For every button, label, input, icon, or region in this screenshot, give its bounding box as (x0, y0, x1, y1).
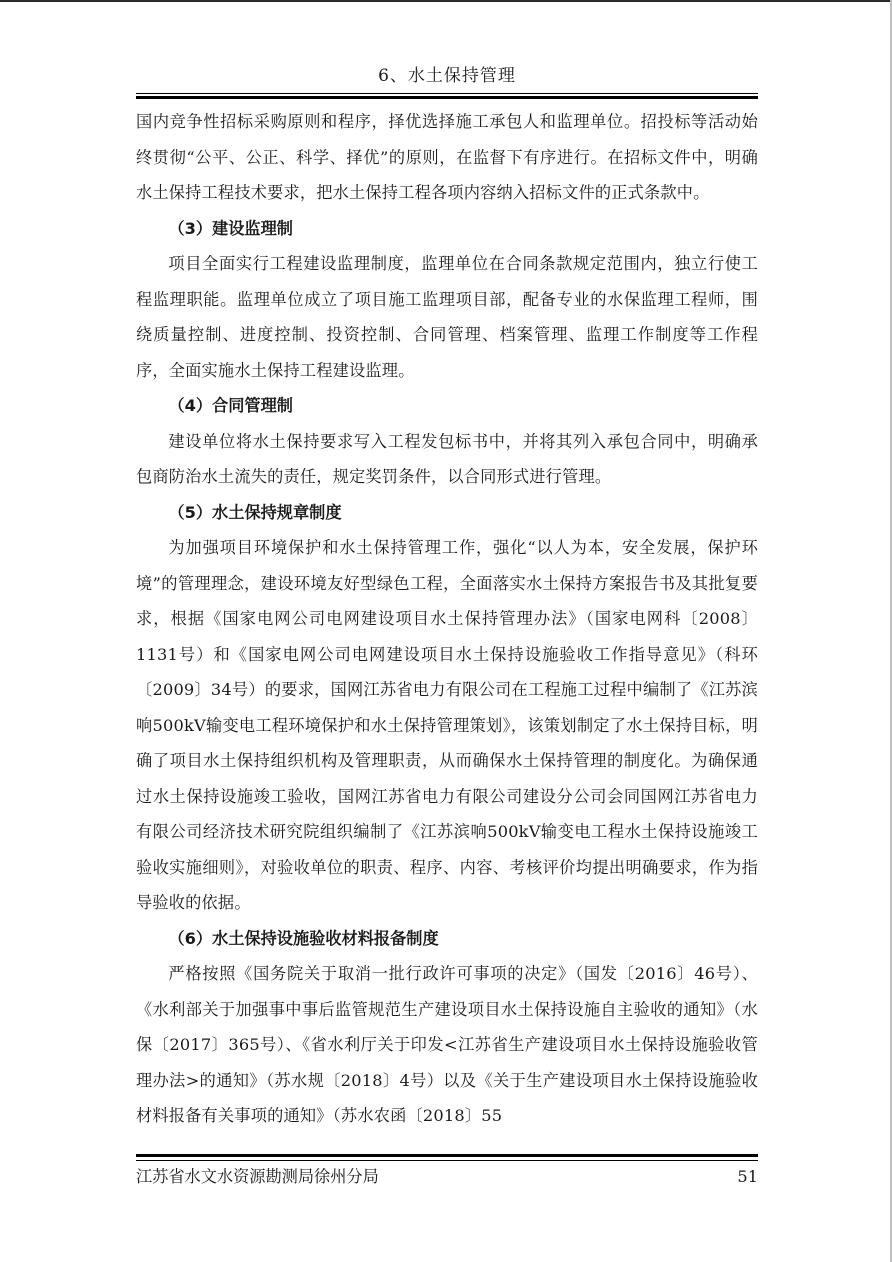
page-header (136, 62, 758, 96)
page-footer (136, 1154, 758, 1194)
paragraph-bidding: 国内竞争性招标采购原则和程序，择优选择施工承包人和监理单位。招投标等活动始终贯彻“公平、公正、科学、择优”的原则，在监督下有序进行。在招标文件中，明确水土保持工程技术要求，把水土保持工程各项内容纳入招标文件的正式条款中。 (136, 112, 758, 202)
scan-edge-top (0, 0, 892, 2)
header-title: 6、水土保持管理 (378, 66, 516, 86)
page-number: 51 (737, 1167, 758, 1186)
footer-rule-thin (136, 1160, 758, 1161)
heading-filing-system: （6）水土保持设施验收材料报备制度 (168, 928, 439, 948)
paragraph-regulations: 为加强项目环境保护和水土保持管理工作，强化“以人为本，安全发展，保护环境”的管理理念，建设环境友好型绿色工程，全面落实水土保持方案报告书及其批复要求，根据《国家电网公司电网建设项目水土保持管理办法》（国家电网科〔2008〕1131号）和《国家电网公司电网建设项目水土保持设施验收工作指导意见》（科环〔2009〕34号）的要求，国网江苏省电力有限公司在工程施工过程中编制了《江苏滨响500kV输变电工程环境保护和水土保持管理策划》，该策划制定了水土保持目标，明确了项目水土保持组织机构及管理职责，从而确保水土保持管理的制度化。为确保通过水土保持设施竣工验收，国网江苏省电力有限公司建设分公司会同国网江苏省电力有限公司经济技术研究院组织编制了《江苏滨响500kV输变电工程水土保持设施竣工验收实施细则》，对验收单位的职责、程序、内容、考核评价均提出明确要求，作为指导验收的依据。 (136, 538, 758, 912)
paragraph-filing: 严格按照《国务院关于取消一批行政许可事项的决定》（国发〔2016〕46号）、《水利部关于加强事中事后监管规范生产建设项目水土保持设施自主验收的通知》（水保〔2017〕365号）、《省水利厅关于印发<江苏省生产建设项目水土保持设施验收管理办法>的通知》（苏水规〔2018〕4号）以及《关于生产建设项目水土保持设施验收材料报备有关事项的通知》（苏水农函〔2018〕55 (136, 964, 758, 1125)
heading-contract-system: （4）合同管理制 (168, 396, 293, 415)
heading-supervision-system: （3）建设监理制 (168, 218, 293, 238)
paragraph-supervision: 项目全面实行工程建设监理制度，监理单位在合同条款规定范围内，独立行使工程监理职能。监理单位成立了项目施工监理项目部，配备专业的水保监理工程师，围绕质量控制、进度控制、投资控制、合同管理、档案管理、监理工作制度等工作程序，全面实施水土保持工程建设监理。 (136, 254, 758, 380)
footer-organization: 江苏省水文水资源勘测局徐州分局 (136, 1167, 379, 1186)
header-rule-thin (136, 93, 758, 94)
header-rule-thick (136, 96, 758, 99)
footer-rule-thick (136, 1154, 758, 1157)
heading-regulations: （5）水土保持规章制度 (168, 502, 342, 522)
paragraph-contract: 建设单位将水土保持要求写入工程发包标书中，并将其列入承包合同中，明确承包商防治水土流失的责任，规定奖罚条件，以合同形式进行管理。 (136, 431, 758, 486)
page-content (136, 104, 758, 1134)
